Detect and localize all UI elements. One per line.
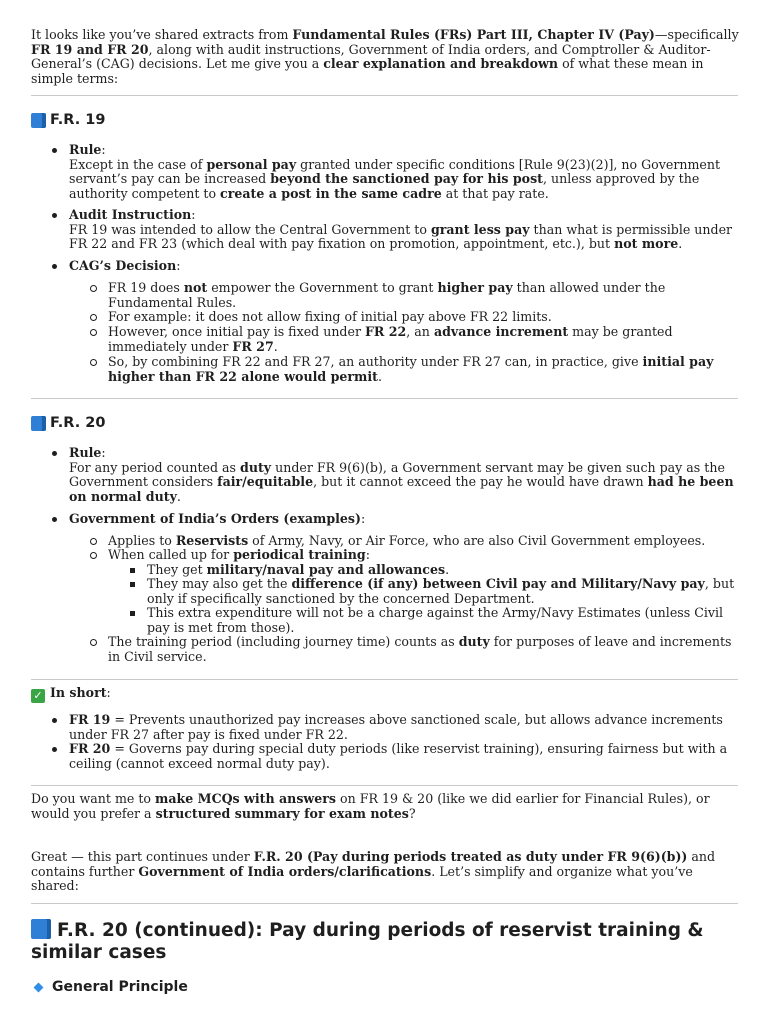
continue-paragraph: Great — this part continues under F.R. 20 (Pay during periods treated as duty under FR 9(6)(b)) and contains further Government of India orders/clarifications. Let’s simplify and organize what you’ve shared:	[31, 849, 716, 894]
fr20-goi-subpoint-1: They get military/naval pay and allowances.	[147, 563, 740, 578]
blue-book-icon	[31, 919, 51, 939]
in-short-item-1: FR 19 = Prevents unauthorized pay increases above sanctioned scale, but allows advance increments under FR 27 after pay is fixed under FR 22.	[69, 713, 739, 742]
blue-diamond-icon	[34, 982, 44, 992]
in-short-heading: ✓ In short:	[31, 686, 739, 703]
general-principle-heading: General Principle	[31, 978, 739, 996]
check-mark-icon: ✓	[31, 689, 45, 703]
divider	[31, 95, 738, 96]
follow-up-question: Do you want me to make MCQs with answers on FR 19 & 20 (like we did earlier for Financial Rules), or would you prefer a structured summary for exam notes?	[31, 791, 710, 821]
fr20-goi-subpoint-2: They may also get the difference (if any) between Civil pay and Military/Navy pay, but only if specifically sanctioned by the concerned Department.	[147, 577, 740, 606]
divider	[31, 903, 738, 904]
divider	[31, 679, 738, 680]
divider	[31, 398, 738, 399]
fr20-heading: F.R. 20	[31, 414, 739, 432]
fr20-goi-point-2: When called up for periodical training:	[108, 548, 740, 563]
fr20-continued-heading: F.R. 20 (continued): Pay during periods of reservist training & similar cases	[31, 920, 704, 963]
fr19-rule-item: Rule: Except in the case of personal pay granted under specific conditions [Rule 9(23)(2)], no Government servant’s pay can be increased beyond the sanctioned pay for his post, unless approved by the authority competent to create a post in the same cadre at that pay rate.	[69, 143, 739, 201]
fr20-goi-subpoint-3: This extra expenditure will not be a charge against the Army/Navy Estimates (unless Civil pay is met from those).	[147, 606, 740, 635]
in-short-item-2: FR 20 = Governs pay during special duty periods (like reservist training), ensuring fairness but with a ceiling (cannot exceed normal duty pay).	[69, 742, 739, 771]
fr19-cag-point-1: FR 19 does not empower the Government to grant higher pay than allowed under the Fundamental Rules.	[108, 281, 740, 310]
fr20-rule-item: Rule: For any period counted as duty under FR 9(6)(b), a Government servant may be given such pay as the Government considers fair/equitable, but it cannot exceed the pay he would have drawn had he been on normal duty.	[69, 446, 739, 504]
blue-book-icon	[31, 113, 46, 128]
fr19-cag-point-2: For example: it does not allow fixing of initial pay above FR 22 limits.	[108, 310, 740, 325]
fr20-goi-point-3: The training period (including journey time) counts as duty for purposes of leave and increments in Civil service.	[108, 635, 740, 664]
fr19-cag-point-4: So, by combining FR 22 and FR 27, an authority under FR 27 can, in practice, give initial pay higher than FR 22 alone would permit.	[108, 355, 740, 384]
fr20-goi-item: Government of India’s Orders (examples):	[69, 512, 739, 527]
fr19-cag-item: CAG’s Decision:	[69, 259, 739, 274]
blue-book-icon	[31, 416, 46, 431]
fr19-cag-point-3: However, once initial pay is fixed under FR 22, an advance increment may be granted immediately under FR 27.	[108, 325, 740, 354]
fr19-heading: F.R. 19	[31, 111, 739, 129]
intro-paragraph: It looks like you’ve shared extracts from Fundamental Rules (FRs) Part III, Chapter IV (Pay)—specifically FR 19 and FR 20, along with audit instructions, Government of India orders, and Comptroller & Auditor-General’s (CAG) decisions. Let me give you a clear explanation and breakdown of what these mean in simple terms:	[31, 27, 739, 86]
fr20-goi-point-1: Applies to Reservists of Army, Navy, or Air Force, who are also Civil Government employees.	[108, 534, 740, 549]
fr19-audit-item: Audit Instruction: FR 19 was intended to allow the Central Government to grant less pay than what is permissible under FR 22 and FR 23 (which deal with pay fixation on promotion, appointment, etc.), but not more.	[69, 208, 739, 252]
divider	[31, 785, 738, 786]
